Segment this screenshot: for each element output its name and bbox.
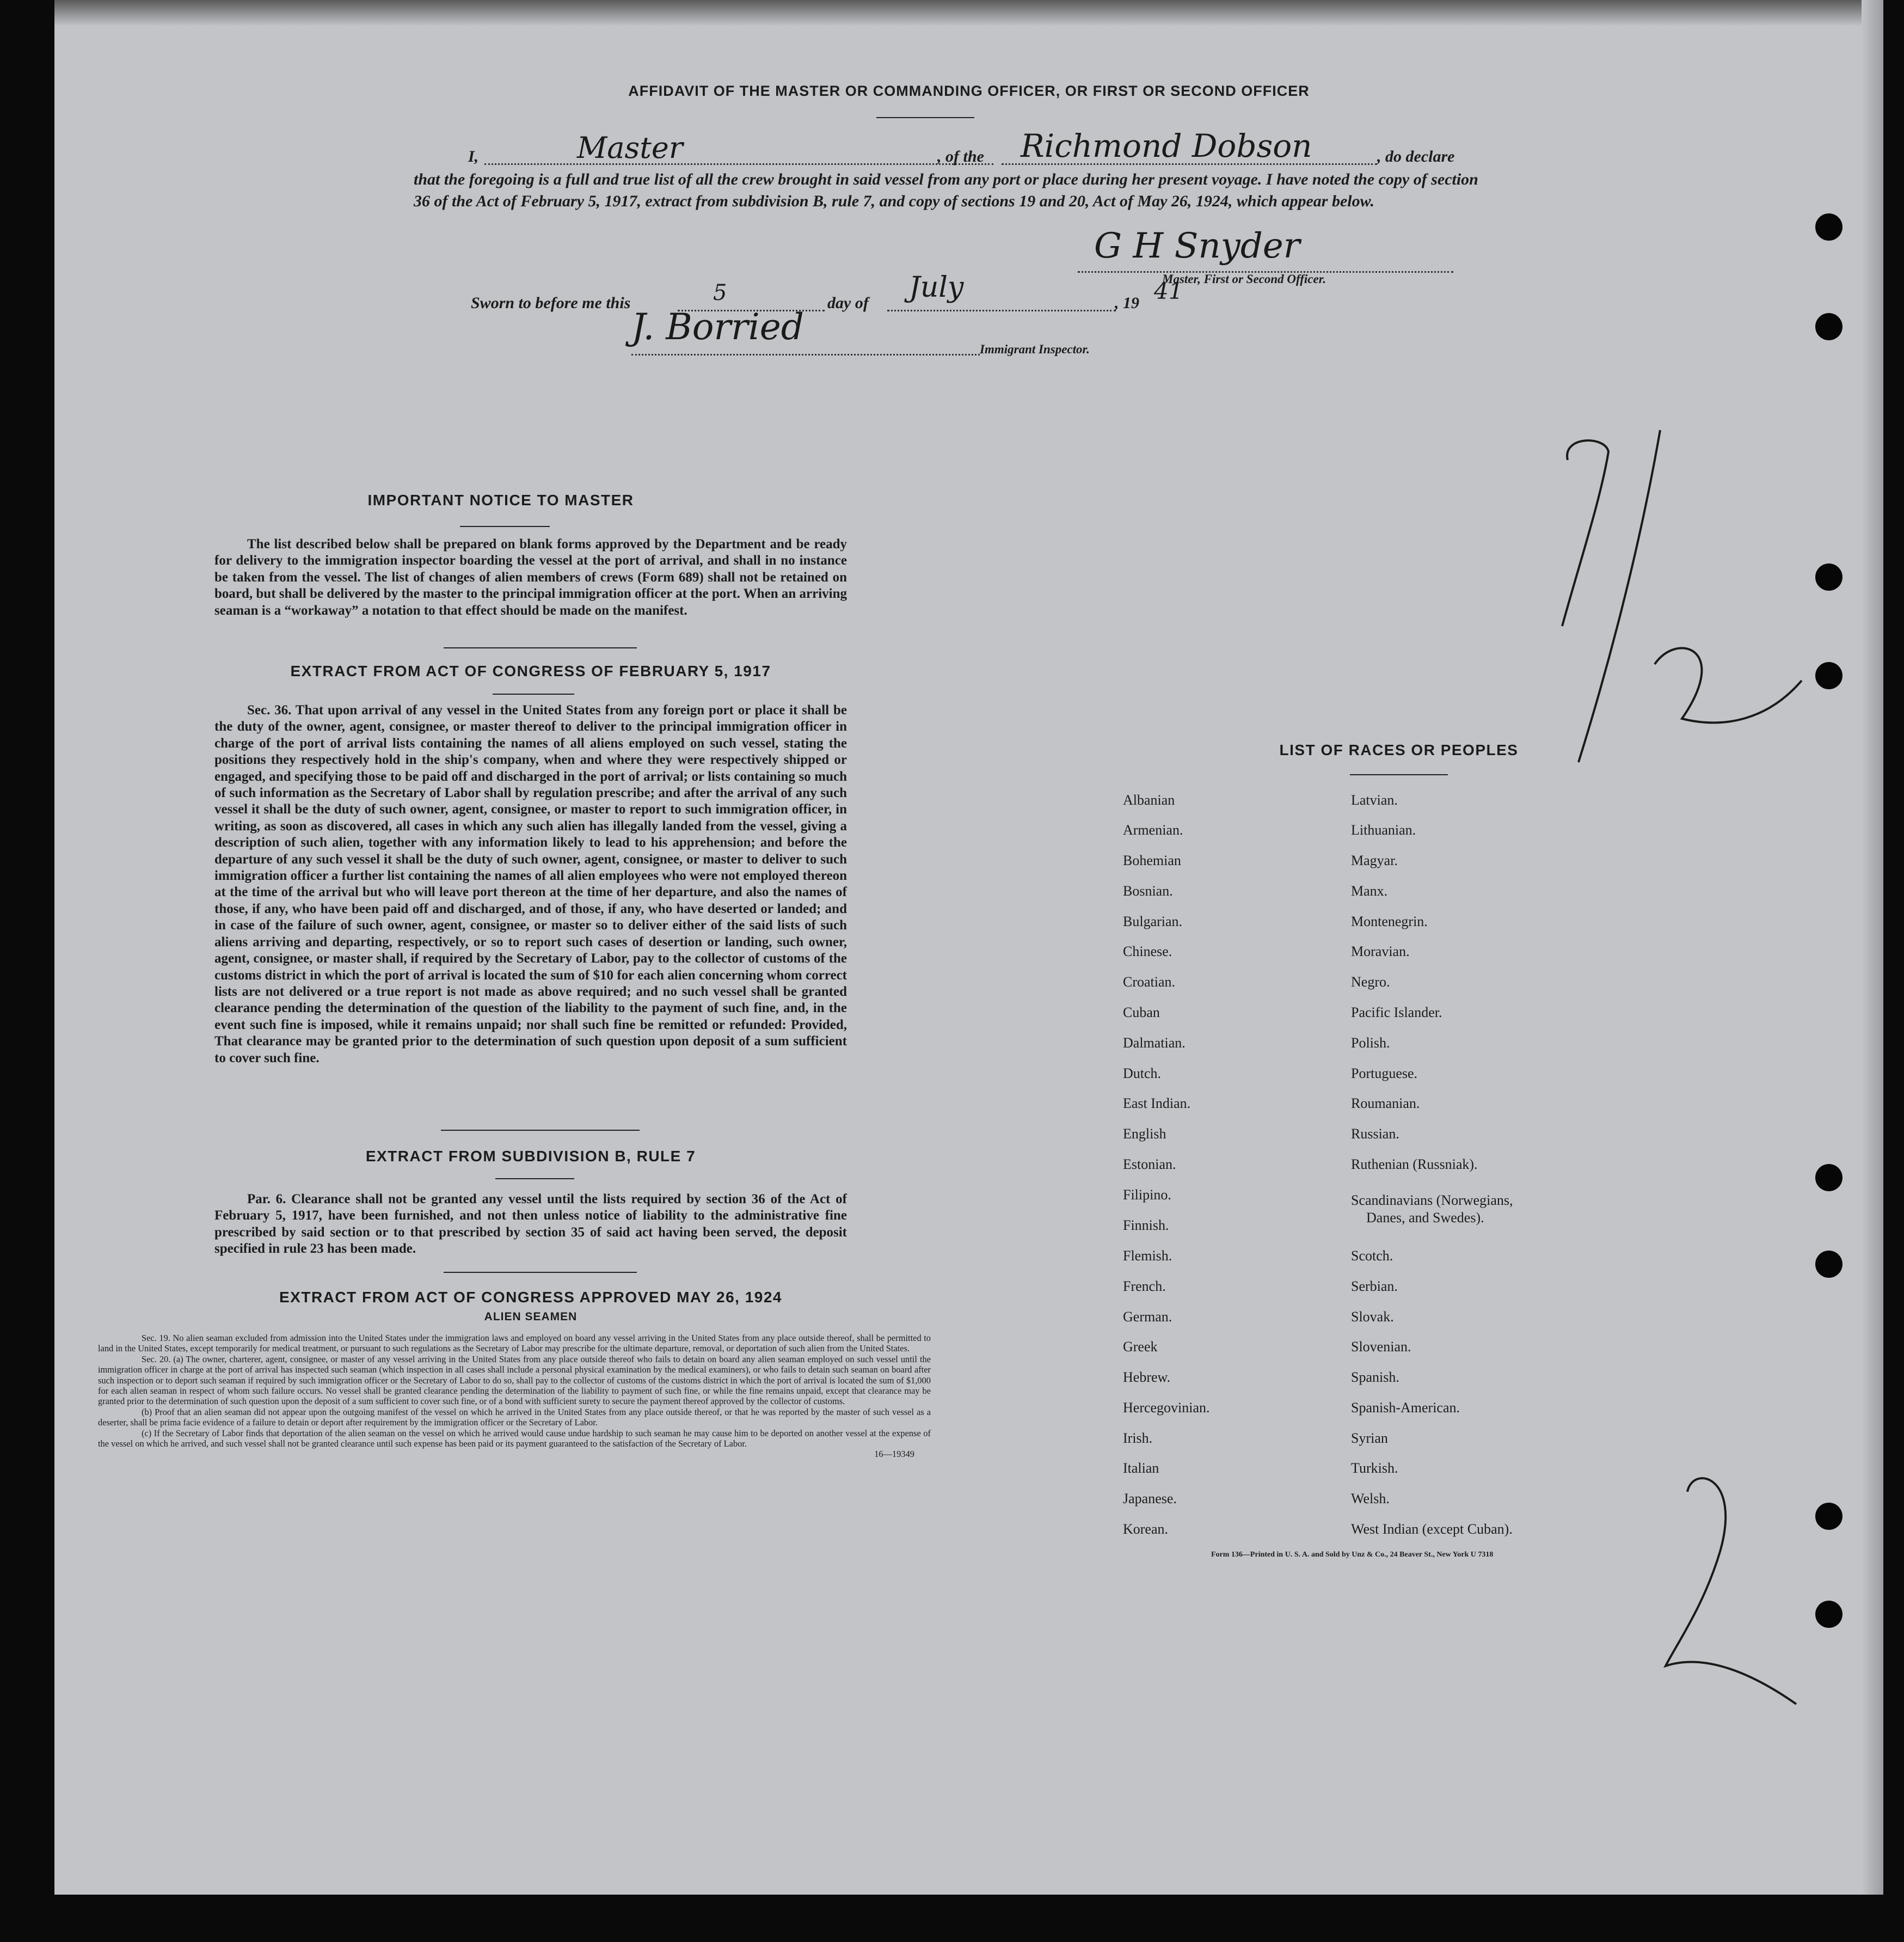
handwritten-page-fraction	[1497, 414, 1813, 795]
race-right: Pacific Islander.	[1351, 1004, 1442, 1020]
race-right: Magyar.	[1351, 853, 1398, 868]
race-right: Syrian	[1351, 1430, 1388, 1446]
month-field	[887, 310, 1116, 311]
divider	[441, 1130, 640, 1131]
race-left: Korean.	[1123, 1521, 1169, 1537]
race-left: Hercegovinian.	[1123, 1400, 1210, 1416]
race-right: Negro.	[1351, 974, 1390, 990]
race-right: Scotch.	[1351, 1248, 1393, 1264]
race-right: Montenegrin.	[1351, 914, 1428, 929]
punch-hole	[1815, 213, 1842, 241]
affidavit-line1-mid: , of the	[937, 148, 984, 166]
race-left: Greek	[1123, 1339, 1158, 1355]
extract-1924-subtitle: ALIEN SEAMEN	[484, 1310, 578, 1323]
notice-text: The list described below shall be prepared on blank forms approved by the Department and be ready for delivery to the immigration inspector boarding the vessel at the port of arrival, and shall in no instance be taken from the vessel. The list of changes of alien members of crews (Form 689) shall not be retained on board, but shall be delivered by the master to the principal immigration officer at the port. When an arriving seaman is a “workaway” a notation to that effect should be made on the manifest.	[214, 537, 847, 618]
sec20b-text: (b) Proof that an alien seaman did not appear upon the outgoing manifest of the vessel on which he arrived in the United States from any place outside thereof, or that he was reported by the master of such vessel as a deserter, shall be prima facie evidence of a failure to detain or deport after requirement by the immigration officer or the Secretary of Labor.	[98, 1406, 931, 1428]
sec20c-text: (c) If the Secretary of Labor finds that deportation of the alien seaman on the vessel on which he arrived would cause undue hardship to such seaman he may cause him to be deported on another vessel at the expense of the vessel on which he arrived, and such vessel shall not be granted clearance until such expense has been paid or its payment guaranteed to the satisfaction of the Secretary of Labor.	[98, 1428, 931, 1449]
inspector-signature: J. Borried	[631, 306, 804, 348]
affidavit-line1-end: , do declare	[1377, 148, 1455, 166]
scan-top-edge	[54, 0, 1883, 26]
race-right: Polish.	[1351, 1035, 1390, 1051]
divider	[876, 117, 974, 118]
handwritten-vessel: Richmond Dobson	[1021, 127, 1312, 164]
race-right: Danes, and Swedes).	[1366, 1210, 1484, 1226]
divider	[444, 1272, 637, 1273]
extract-1924-body	[98, 1333, 931, 1460]
affidavit-title: AFFIDAVIT OF THE MASTER OR COMMANDING OFFICER, OR FIRST OR SECOND OFFICER	[628, 83, 1310, 99]
race-left: Bohemian	[1123, 853, 1181, 868]
extract-1917-title: EXTRACT FROM ACT OF CONGRESS OF FEBRUARY 5, 1917	[290, 663, 771, 679]
divider	[1350, 774, 1448, 775]
punch-hole	[1815, 1164, 1842, 1191]
extract-rule7-title: EXTRACT FROM SUBDIVISION B, RULE 7	[365, 1148, 696, 1165]
race-left: French.	[1123, 1278, 1166, 1294]
rank-field	[484, 163, 993, 165]
document-page	[54, 0, 1883, 1895]
race-right: Russian.	[1351, 1126, 1399, 1142]
race-left: Chinese.	[1123, 944, 1172, 959]
race-left: Estonian.	[1123, 1156, 1176, 1172]
form-footer: Form 136—Printed in U. S. A. and Sold by Unz & Co., 24 Beaver St., New York U 7318	[1211, 1551, 1494, 1559]
race-right: Turkish.	[1351, 1460, 1398, 1476]
sec20a-text: Sec. 20. (a) The owner, charterer, agent, consignee, or master of any vessel arriving in the United States from any place outside thereof who fails to detain on board any alien seaman employed on such vessel until the immigration officer in charge at the port of arrival has inspected such seaman (which inspection in all cases shall include a personal physical examination by the medical examiners), or who fails to detain such seaman on board after such inspection or to deport such seaman if required by such immigration officer or the Secretary of Labor to do so, shall pay to the collector of customs of the customs district in which the port of arrival is located the sum of $1,000 for each alien seaman in respect of whom such failure occurs. No vessel shall be granted clearance pending the determination of the liability to payment of such fine, or while the fine remains unpaid, except that clearance may be granted prior to the determination of such question upon the deposit of a sum sufficient to cover such fine, or of a bond with sufficient surety to secure the payment thereof approved by the collector of customs.	[98, 1353, 931, 1407]
declaration-text: that the foregoing is a full and true list of all the crew brought in said vessel from any port or place during her present voyage. I have noted the copy of section 36 of the Act of February 5, 1917, extract from subdivision B, rule 7, and copy of sections 19 and 20, Act of May 26, 1924, which appear below.	[414, 170, 1478, 210]
race-right: Slovak.	[1351, 1309, 1394, 1325]
race-right: Moravian.	[1351, 944, 1410, 959]
race-right: Manx.	[1351, 883, 1388, 899]
notice-title: IMPORTANT NOTICE TO MASTER	[367, 492, 634, 509]
divider	[444, 647, 637, 648]
race-right: Latvian.	[1351, 792, 1398, 808]
races-title: LIST OF RACES OR PEOPLES	[1279, 742, 1519, 758]
race-left: Bosnian.	[1123, 883, 1173, 899]
race-left: Hebrew.	[1123, 1369, 1171, 1385]
punch-hole	[1815, 1503, 1842, 1530]
day-of: day of	[827, 294, 869, 312]
master-signature: G H Snyder	[1094, 226, 1300, 266]
race-right: Scandinavians (Norwegians,	[1351, 1192, 1513, 1208]
race-left: East Indian.	[1123, 1095, 1191, 1111]
race-left: Irish.	[1123, 1430, 1153, 1446]
race-right: Slovenian.	[1351, 1339, 1411, 1355]
divider	[460, 526, 550, 527]
race-right: Serbian.	[1351, 1278, 1398, 1294]
race-right: Lithuanian.	[1351, 822, 1416, 838]
sec19-text: Sec. 19. No alien seaman excluded from admission into the United States under the immigration laws and employed on board any vessel arriving in the United States from any place outside thereof, shall be permitted to land in the United States, except temporarily for medical treatment, or pursuant to such regulations as the Secretary of Labor may prescribe for the ultimate departure, removal, or deportation of such alien from the United States.	[98, 1333, 931, 1354]
race-right: Roumanian.	[1351, 1095, 1420, 1111]
race-left: German.	[1123, 1309, 1172, 1325]
extract-1924-title: EXTRACT FROM ACT OF CONGRESS APPROVED MAY 26, 1924	[279, 1289, 782, 1306]
scan-right-edge	[1862, 0, 1883, 1895]
race-left: Bulgarian.	[1123, 914, 1183, 929]
punch-hole	[1815, 313, 1842, 340]
race-right: Portuguese.	[1351, 1065, 1418, 1081]
extract-1917-text: Sec. 36. That upon arrival of any vessel in the United States from any foreign port or place it shall be the duty of the owner, agent, consignee, or master thereof to deliver to the principal immigration officer in charge of the port of arrival lists containing the names of all aliens employed on such vessel, stating the positions they respectively hold in the ship's company, when and where they were respectively shipped or engaged, and specifying those to be paid off and discharged in the port of arrival; or lists containing so much of such information as the Secretary of Labor shall by regulation prescribe; and after the arrival of any such vessel it shall be the duty of such owner, agent, consignee, or master to report to such immigration officer, in writing, as soon as discovered, all cases in which any such alien has illegally landed from the vessel, giving a description of such alien, together with any information likely to lead to his apprehension; and before the departure of any such vessel it shall be the duty of such owner, agent, consignee, or master to deliver to such immigration officer a further list containing the names of all alien employees who were not employed thereon at the time of the arrival but who will leave port thereon at the time of her departure, and also the names of those, if any, who have been paid off and discharged, and of those, if any, who have deserted or landed; and in case of the failure of such owner, agent, consignee, or master so to deliver either of the said lists of such aliens arriving and departing, respectively, or so to report such cases of desertion or landing, such owner, agent, consignee, or master shall, if required by the Secretary of Labor, pay to the collector of customs of the customs district in which the port of arrival is located the sum of $10 for each alien concerning whom correct lists are not delivered or a true report is not made as above required; and no such vessel shall be granted clearance pending the determination of the question of the liability to the payment of such fine, and, in the event such fine is imposed, while it remains unpaid; nor shall such fine be remitted or refunded: Provided, That clearance may be granted prior to the determination of such question upon deposit of a sum sufficient to cover such fine.	[214, 703, 847, 1065]
inspector-line	[631, 354, 980, 356]
divider	[495, 1178, 574, 1179]
sworn-prefix: Sworn to before me this	[471, 294, 631, 312]
divider	[493, 694, 574, 695]
race-left: English	[1123, 1126, 1166, 1142]
form-code: 16—19349	[874, 1449, 914, 1460]
handwritten-month: July	[909, 271, 964, 304]
race-right: Ruthenian (Russniak).	[1351, 1156, 1478, 1172]
race-left: Albanian	[1123, 792, 1175, 808]
race-left: Dutch.	[1123, 1065, 1162, 1081]
handwritten-year: 41	[1154, 278, 1183, 304]
punch-hole	[1815, 563, 1842, 591]
punch-hole	[1815, 1601, 1842, 1628]
year-prefix: , 19	[1115, 294, 1139, 312]
inspector-label: Immigrant Inspector.	[980, 342, 1090, 356]
race-left: Cuban	[1123, 1004, 1160, 1020]
affidavit-line1-start: I,	[468, 148, 479, 166]
punch-hole	[1815, 662, 1842, 689]
race-left: Japanese.	[1123, 1491, 1177, 1506]
handwritten-page-number	[1600, 1470, 1818, 1720]
race-left: Croatian.	[1123, 974, 1176, 990]
race-left: Dalmatian.	[1123, 1035, 1186, 1051]
extract-rule7-text: Par. 6. Clearance shall not be granted any vessel until the lists required by section 36 of the Act of February 5, 1917, have been furnished, and not then unless notice of liability to the administrative fine prescribed by said section or to that prescribed by section 35 of said act having been served, the deposit specified in rule 23 has been made.	[214, 1192, 847, 1257]
punch-hole	[1815, 1251, 1842, 1278]
handwritten-rank: Master	[577, 131, 683, 165]
race-right: Spanish-American.	[1351, 1400, 1460, 1416]
race-right: West Indian (except Cuban).	[1351, 1521, 1513, 1537]
race-left: Italian	[1123, 1460, 1159, 1476]
race-left: Armenian.	[1123, 822, 1183, 838]
race-right: Spanish.	[1351, 1369, 1399, 1385]
race-left: Finnish.	[1123, 1217, 1169, 1233]
race-right: Welsh.	[1351, 1491, 1390, 1506]
race-left: Flemish.	[1123, 1248, 1172, 1264]
race-left: Filipino.	[1123, 1187, 1171, 1203]
handwritten-day: 5	[713, 280, 727, 305]
master-label: Master, First or Second Officer.	[1162, 272, 1326, 286]
